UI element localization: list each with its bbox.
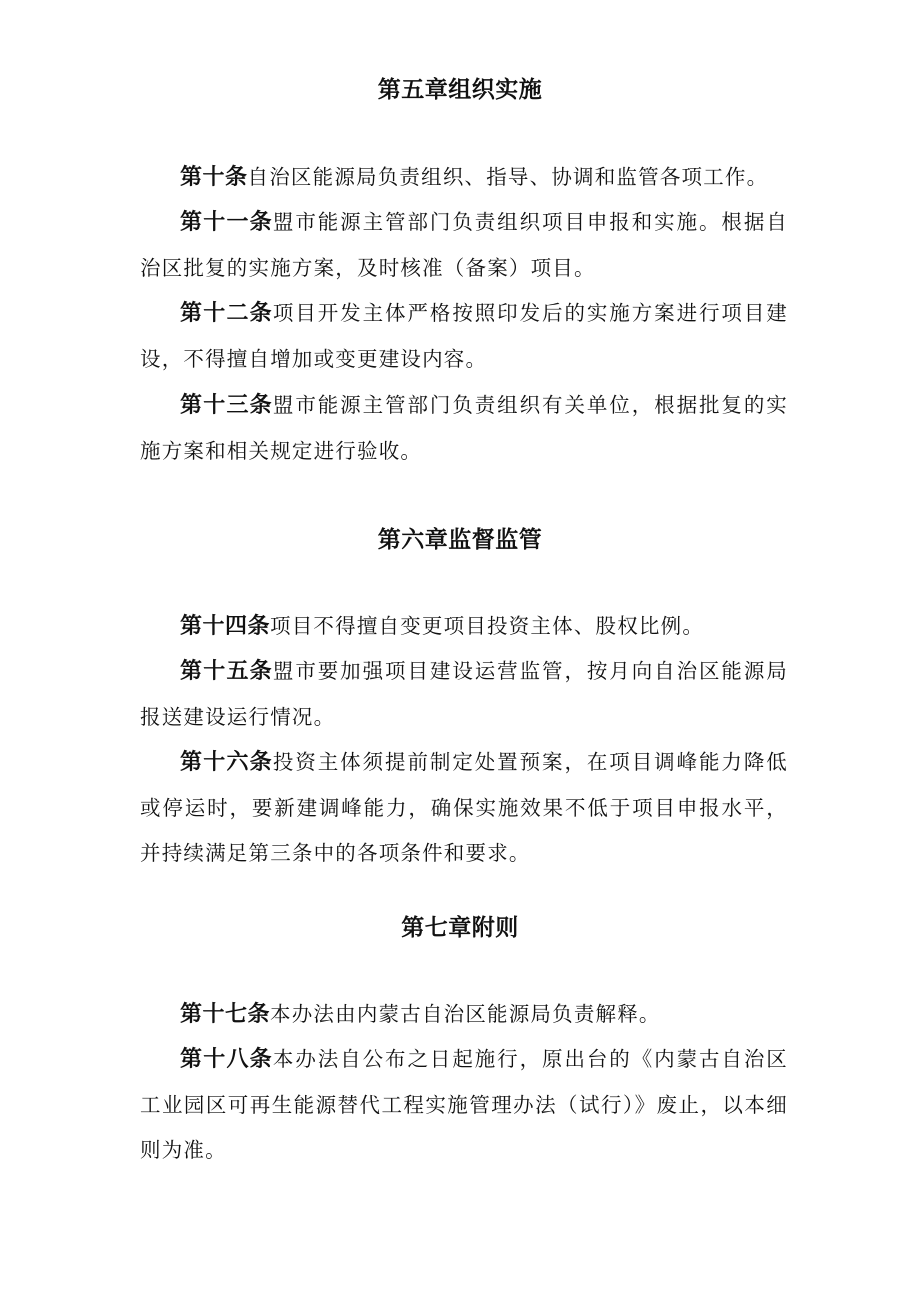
article-text: 盟市能源主管部门负责组织有关单位，根据批复的实施方案和相关规定进行验收。	[140, 393, 788, 463]
article-text: 自治区能源局负责组织、指导、协调和监管各项工作。	[247, 165, 769, 189]
article-10	[140, 155, 788, 201]
article-text: 盟市要加强项目建设运营监管，按月向自治区能源局报送建设运行情况。	[140, 659, 788, 729]
article-16	[140, 740, 788, 877]
chapter-6-title: 第六章监督监管	[377, 527, 543, 553]
article-number: 第十条	[180, 165, 248, 190]
article-number: 第十四条	[180, 614, 271, 639]
article-text: 投资主体须提前制定处置预案，在项目调峰能力降低或停运时，要新建调峰能力，确保实施效果不低于项目申报水平，并持续满足第三条中的各项条件和要求。	[140, 750, 788, 865]
article-number: 第十三条	[180, 393, 273, 418]
chapter-7-title: 第七章附则	[401, 915, 519, 941]
article-text: 本办法自公布之日起施行，原出台的《内蒙古自治区工业园区可再生能源替代工程实施管理办法（试行）》废止，以本细则为准。	[140, 1047, 788, 1162]
article-text: 项目开发主体严格按照印发后的实施方案进行项目建设，不得擅自增加或变更建设内容。	[140, 301, 788, 371]
article-text: 项目不得擅自变更项目投资主体、股权比例。	[270, 614, 705, 638]
article-17	[140, 992, 788, 1038]
article-14	[140, 604, 788, 650]
article-text: 盟市能源主管部门负责组织项目申报和实施。根据自治区批复的实施方案，及时核准（备案）项目。	[140, 210, 788, 280]
article-11	[140, 200, 788, 291]
article-15	[140, 649, 788, 740]
article-text: 本办法由内蒙古自治区能源局负责解释。	[270, 1002, 661, 1026]
article-number: 第十五条	[180, 659, 273, 684]
article-number: 第十七条	[180, 1002, 271, 1027]
article-12	[140, 291, 788, 382]
article-number: 第十六条	[180, 750, 273, 775]
article-18	[140, 1037, 788, 1174]
article-number: 第十一条	[180, 210, 273, 235]
article-number: 第十二条	[180, 301, 273, 326]
chapter-5-title: 第五章组织实施	[377, 77, 543, 103]
article-number: 第十八条	[180, 1047, 273, 1072]
article-13	[140, 383, 788, 474]
